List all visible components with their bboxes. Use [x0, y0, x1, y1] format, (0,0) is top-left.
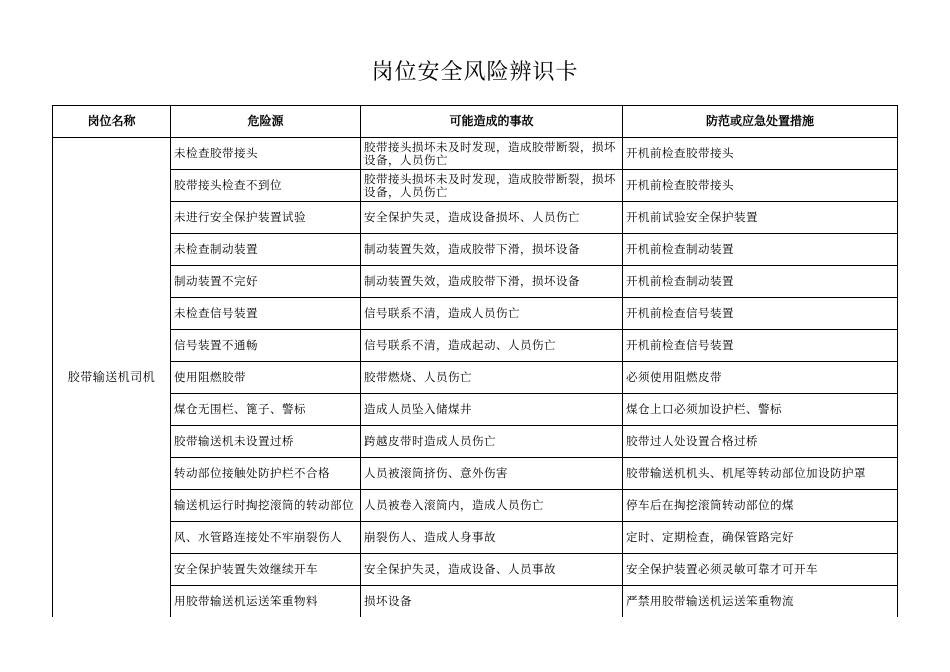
measure-cell: 严禁用胶带输送机运送笨重物流	[623, 586, 898, 618]
hazard-cell: 用胶带输送机运送笨重物料	[171, 586, 361, 618]
table-row	[53, 202, 898, 234]
accident-cell: 信号联系不清，造成起动、人员伤亡	[361, 330, 623, 362]
table-row	[53, 234, 898, 266]
accident-cell: 造成人员坠入储煤井	[361, 394, 623, 426]
hazard-cell: 信号装置不通畅	[171, 330, 361, 362]
measure-cell: 开机前检查制动装置	[623, 234, 898, 266]
hazard-cell: 未进行安全保护装置试验	[171, 202, 361, 234]
hazard-cell: 转动部位接触处防护栏不合格	[171, 458, 361, 490]
measure-cell: 必须使用阻燃皮带	[623, 362, 898, 394]
hazard-cell: 未检查制动装置	[171, 234, 361, 266]
header-accident: 可能造成的事故	[361, 106, 623, 138]
header-measure: 防范或应急处置措施	[623, 106, 898, 138]
hazard-cell: 煤仓无围栏、篦子、警标	[171, 394, 361, 426]
hazard-cell: 未检查胶带接头	[171, 138, 361, 170]
accident-cell: 胶带燃烧、人员伤亡	[361, 362, 623, 394]
hazard-cell: 胶带输送机未设置过桥	[171, 426, 361, 458]
accident-cell: 崩裂伤人、造成人身事故	[361, 522, 623, 554]
table-row	[53, 170, 898, 202]
table-row	[53, 394, 898, 426]
table-row	[53, 138, 898, 170]
header-row	[53, 106, 898, 138]
measure-cell: 胶带过人处设置合格过桥	[623, 426, 898, 458]
page-title: 岗位安全风险辨识卡	[371, 60, 579, 85]
accident-cell: 胶带接头损坏未及时发现，造成胶带断裂，损坏设备，人员伤亡	[361, 138, 623, 170]
header-post-name: 岗位名称	[53, 106, 171, 138]
table-row	[53, 362, 898, 394]
measure-cell: 安全保护装置必须灵敏可靠才可开车	[623, 554, 898, 586]
measure-cell: 开机前检查信号装置	[623, 330, 898, 362]
risk-identification-table	[52, 105, 898, 617]
hazard-cell: 风、水管路连接处不牢崩裂伤人	[171, 522, 361, 554]
table-row	[53, 586, 898, 618]
table-row	[53, 266, 898, 298]
measure-cell: 煤仓上口必须加设护栏、警标	[623, 394, 898, 426]
table-row	[53, 554, 898, 586]
accident-cell: 人员被滚筒挤伤、意外伤害	[361, 458, 623, 490]
accident-cell: 损坏设备	[361, 586, 623, 618]
table-row	[53, 426, 898, 458]
accident-cell: 安全保护失灵，造成设备损坏、人员伤亡	[361, 202, 623, 234]
accident-cell: 信号联系不清，造成人员伤亡	[361, 298, 623, 330]
table-row	[53, 298, 898, 330]
table-row	[53, 490, 898, 522]
header-hazard: 危险源	[171, 106, 361, 138]
hazard-cell: 输送机运行时掏挖滚筒的转动部位	[171, 490, 361, 522]
measure-cell: 开机前检查胶带接头	[623, 170, 898, 202]
hazard-cell: 制动装置不完好	[171, 266, 361, 298]
accident-cell: 制动装置失效，造成胶带下滑，损坏设备	[361, 234, 623, 266]
measure-cell: 开机前试验安全保护装置	[623, 202, 898, 234]
accident-cell: 安全保护失灵，造成设备、人员事故	[361, 554, 623, 586]
accident-cell: 制动装置失效，造成胶带下滑，损坏设备	[361, 266, 623, 298]
accident-cell: 胶带接头损坏未及时发现，造成胶带断裂，损坏设备，人员伤亡	[361, 170, 623, 202]
hazard-cell: 安全保护装置失效继续开车	[171, 554, 361, 586]
measure-cell: 胶带输送机机头、机尾等转动部位加设防护罩	[623, 458, 898, 490]
accident-cell: 人员被卷入滚筒内，造成人员伤亡	[361, 490, 623, 522]
measure-cell: 开机前检查信号装置	[623, 298, 898, 330]
measure-cell: 定时、定期检查，确保管路完好	[623, 522, 898, 554]
table-row	[53, 522, 898, 554]
post-name-cell: 胶带输送机司机	[53, 138, 171, 618]
hazard-cell: 未检查信号装置	[171, 298, 361, 330]
measure-cell: 开机前检查胶带接头	[623, 138, 898, 170]
hazard-cell: 胶带接头检查不到位	[171, 170, 361, 202]
measure-cell: 开机前检查制动装置	[623, 266, 898, 298]
table-row	[53, 458, 898, 490]
hazard-cell: 使用阻燃胶带	[171, 362, 361, 394]
measure-cell: 停车后在掏挖滚筒转动部位的煤	[623, 490, 898, 522]
accident-cell: 跨越皮带时造成人员伤亡	[361, 426, 623, 458]
table-row	[53, 330, 898, 362]
